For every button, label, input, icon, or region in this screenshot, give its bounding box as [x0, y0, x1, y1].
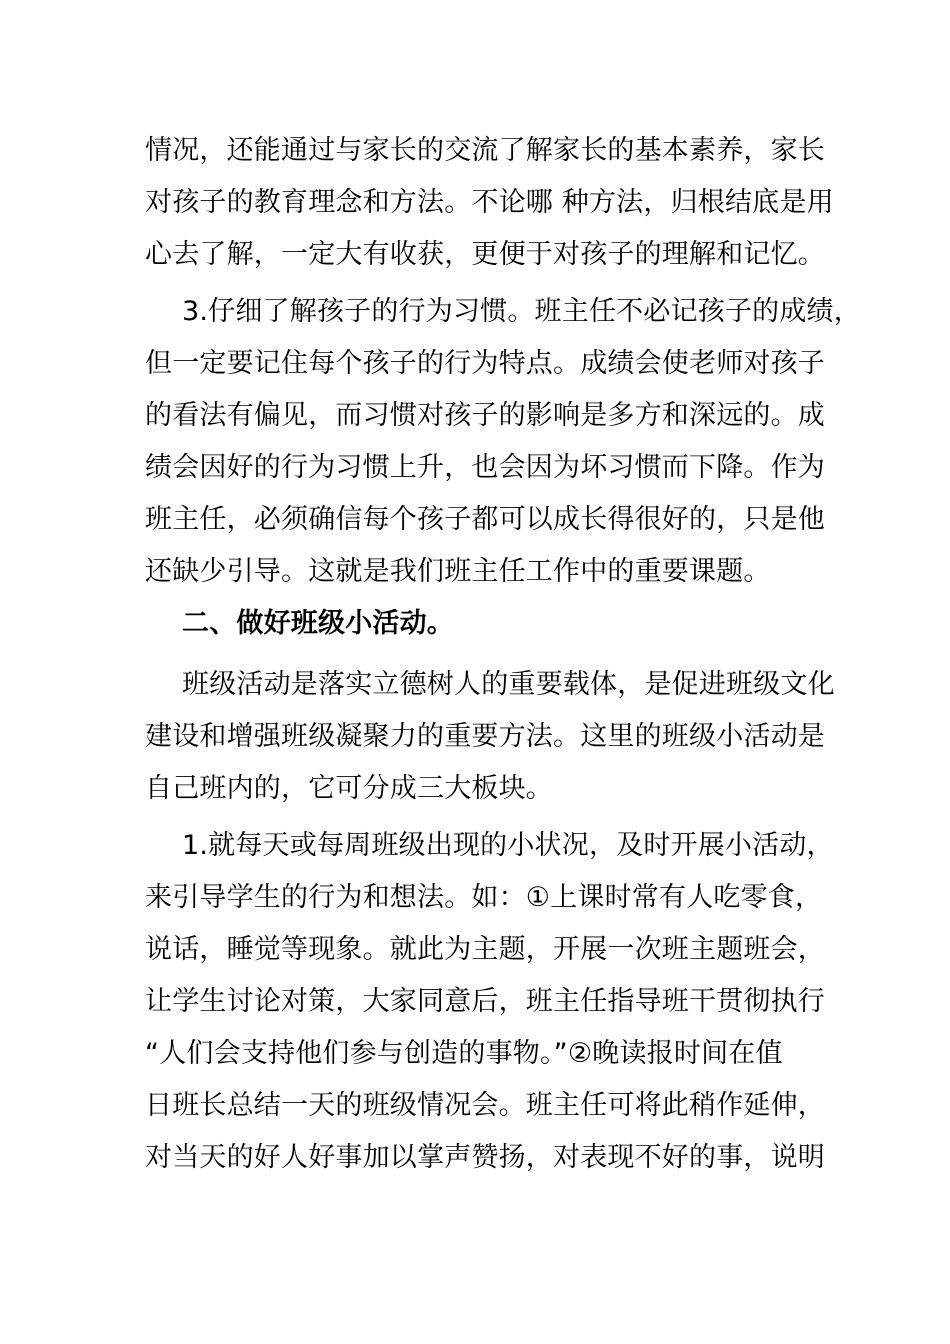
paragraph-behavior-habits: [145, 286, 861, 598]
section-heading: [145, 598, 835, 650]
text-line: 自己班内的，它可分成三大板块。: [145, 773, 553, 804]
text-line: 的看法有偏见，而习惯对孩子的影响是多方和深远的。成: [145, 400, 825, 431]
text-line: 3.仔细了解孩子的行为习惯。班主任不必记孩子的成绩，: [182, 296, 861, 327]
text-line: 班级活动是落实立德树人的重要载体，是促进班级文化: [182, 669, 835, 700]
text-line: 还缺少引导。这就是我们班主任工作中的重要课题。: [145, 556, 771, 587]
text-line: 1.就每天或每周班级出现的小状况，及时开展小活动，: [182, 830, 834, 861]
text-line: 来引导学生的行为和想法。如：①上课时常有人吃零食，: [145, 882, 823, 913]
text-line: “人们会支持他们参与创造的事物。”②晚读报时间在值: [145, 1038, 783, 1069]
text-line: 班主任，必须确信每个孩子都可以成长得很好的，只是他: [145, 504, 825, 535]
text-line: 对当天的好人好事加以掌声赞扬，对表现不好的事，说明: [145, 1142, 825, 1173]
text-line: 但一定要记住每个孩子的行为特点。成绩会使老师对孩子: [145, 348, 825, 379]
text-line: 绩会因好的行为习惯上升，也会因为坏习惯而下降。作为: [145, 452, 825, 483]
text-line: 心去了解，一定大有收获，更便于对孩子的理解和记忆。: [145, 239, 825, 270]
text-line: 情况，还能通过与家长的交流了解家长的基本素养，家长: [145, 135, 825, 166]
paragraph-class-activities: [145, 659, 835, 815]
text-line: 说话，睡觉等现象。就此为主题，开展一次班主题班会，: [145, 934, 825, 965]
text-line: 让学生讨论对策，大家同意后，班主任指导班干贯彻执行: [145, 986, 825, 1017]
text-line: 日班长总结一天的班级情况会。班主任可将此稍作延伸，: [145, 1090, 825, 1121]
heading-text: 二、做好班级小活动。: [182, 608, 454, 639]
text-line: 建设和增强班级凝聚力的重要方法。这里的班级小活动是: [145, 721, 825, 752]
text-line: 对孩子的教育理念和方法。不论哪 种方法，归根结底是用: [145, 187, 834, 218]
paragraph-parent-communication: [145, 125, 835, 281]
paragraph-daily-activities: [145, 820, 835, 1184]
